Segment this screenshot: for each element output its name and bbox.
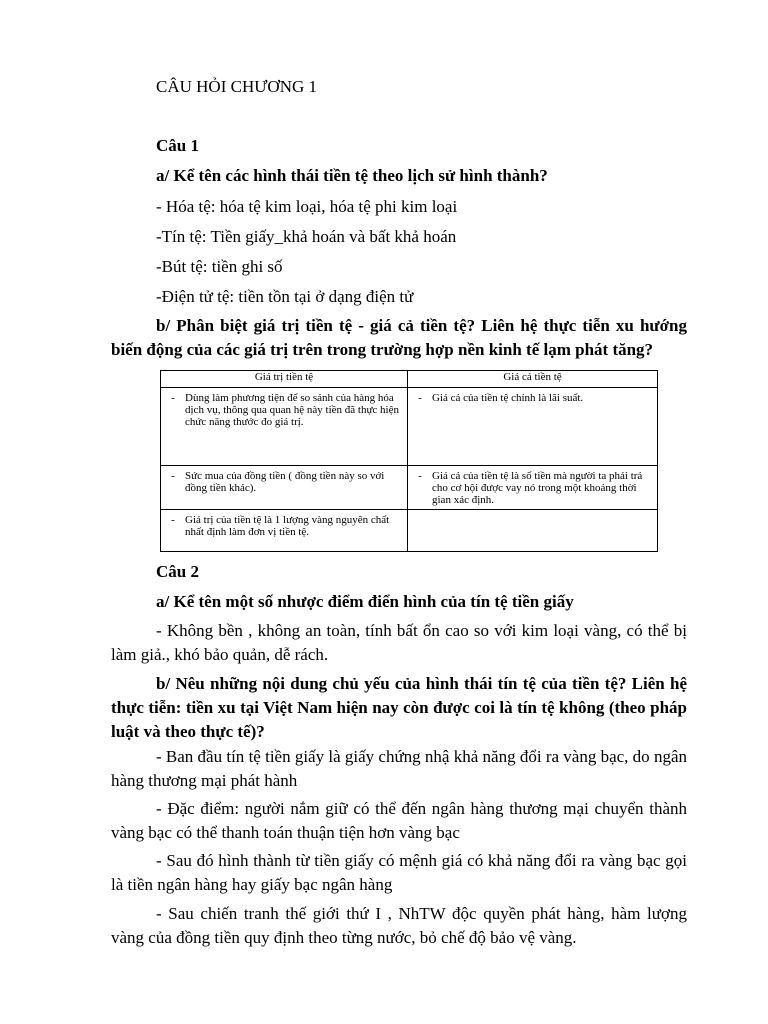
answer-2b-item: - Sau chiến tranh thế giới thứ I , NhTW độc quyền phát hàng, hàm lượng vàng của đồng tiền quy định theo từng nước, bỏ chế độ bảo vệ vàng. bbox=[111, 904, 687, 947]
cell-text: Giá cả của tiền tệ chính là lãi suất. bbox=[432, 392, 584, 404]
table-cell: - Giá cả của tiền tệ là số tiền mà người ta phải trả cho cơ hội được vay nó trong một khoảng thời gian xác định. bbox=[408, 466, 658, 510]
table-row bbox=[161, 510, 658, 552]
table-cell: - Dùng làm phương tiện để so sánh của hàng hóa dịch vụ, thông qua quan hệ này tiền đã thực hiện chức năng thước đo giá trị. bbox=[161, 388, 408, 466]
table-cell: - Giá trị của tiền tệ là 1 lượng vàng nguyên chất nhất định làm đơn vị tiền tệ. bbox=[161, 510, 408, 552]
answer-2b-item: - Đặc điểm: người nắm giữ có thể đến ngân hàng thương mại chuyển thành vàng bạc có thể thanh toán thuận tiện hơn vàng bạc bbox=[111, 799, 687, 842]
table-cell: - Sức mua của đồng tiền ( đồng tiền này so với đồng tiền khác). bbox=[161, 466, 408, 510]
question-1-heading: Câu 1 bbox=[156, 136, 199, 155]
answer-1a-item: - Hóa tệ: hóa tệ kim loại, hóa tệ phi kim loại bbox=[156, 197, 458, 216]
cell-text: Giá trị của tiền tệ là 1 lượng vàng nguyên chất nhất định làm đơn vị tiền tệ. bbox=[185, 514, 390, 538]
answer-2b-item: - Ban đầu tín tệ tiền giấy là giấy chứng nhậ khả năng đổi ra vàng bạc, do ngân hàng thương mại phát hành bbox=[111, 747, 687, 790]
cell-text: Sức mua của đồng tiền ( đồng tiền này so với đồng tiền khác). bbox=[185, 470, 385, 494]
answer-2a: - Không bền , không an toàn, tính bất ổn cao so với kim loại vàng, có thể bị làm giả., khó bảo quản, dễ rách. bbox=[111, 621, 687, 664]
table-header: Giá trị tiền tệ bbox=[161, 371, 408, 388]
question-2b: b/ Nêu những nội dung chủ yếu của hình thái tín tệ của tiền tệ? Liên hệ thực tiễn: tiền xu tại Việt Nam hiện nay còn được coi là tín tệ không (theo pháp luật và theo thực tế)? bbox=[111, 674, 687, 741]
answer-1a-item: -Tín tệ: Tiền giấy_khả hoán và bất khả hoán bbox=[156, 227, 457, 246]
page-title: CÂU HỎI CHƯƠNG 1 bbox=[156, 77, 317, 96]
question-1a: a/ Kể tên các hình thái tiền tệ theo lịch sử hình thành? bbox=[156, 166, 548, 185]
question-1b: b/ Phân biệt giá trị tiền tệ - giá cả tiền tệ? Liên hệ thực tiễn xu hướng biến động của các giá trị trên trong trường hợp nền kinh tế lạm phát tăng? bbox=[111, 316, 687, 359]
answer-2b-item: - Sau đó hình thành từ tiền giấy có mệnh giá có khả năng đổi ra vàng bạc gọi là tiền ngân hàng hay giấy bạc ngân hàng bbox=[111, 851, 687, 894]
table-row bbox=[161, 466, 658, 510]
table-cell bbox=[408, 510, 658, 552]
question-2a: a/ Kể tên một số nhược điểm điển hình của tín tệ tiền giấy bbox=[156, 592, 574, 611]
answer-1a-item: -Điện tử tệ: tiền tồn tại ở dạng điện tử bbox=[156, 287, 414, 306]
comparison-table bbox=[160, 370, 658, 552]
table-row bbox=[161, 388, 658, 466]
cell-text: Giá cả của tiền tệ là số tiền mà người ta phải trả cho cơ hội được vay nó trong một khoảng thời gian xác định. bbox=[432, 470, 643, 506]
cell-text: Dùng làm phương tiện để so sánh của hàng hóa dịch vụ, thông qua quan hệ này tiền đã thực hiện chức năng thước đo giá trị. bbox=[185, 392, 399, 428]
question-2-heading: Câu 2 bbox=[156, 562, 199, 581]
table-header-row bbox=[161, 371, 658, 388]
answer-1a-item: -Bút tệ: tiền ghi số bbox=[156, 257, 283, 276]
table-header: Giá cả tiền tệ bbox=[408, 371, 658, 388]
table-cell: - Giá cả của tiền tệ chính là lãi suất. bbox=[408, 388, 658, 466]
